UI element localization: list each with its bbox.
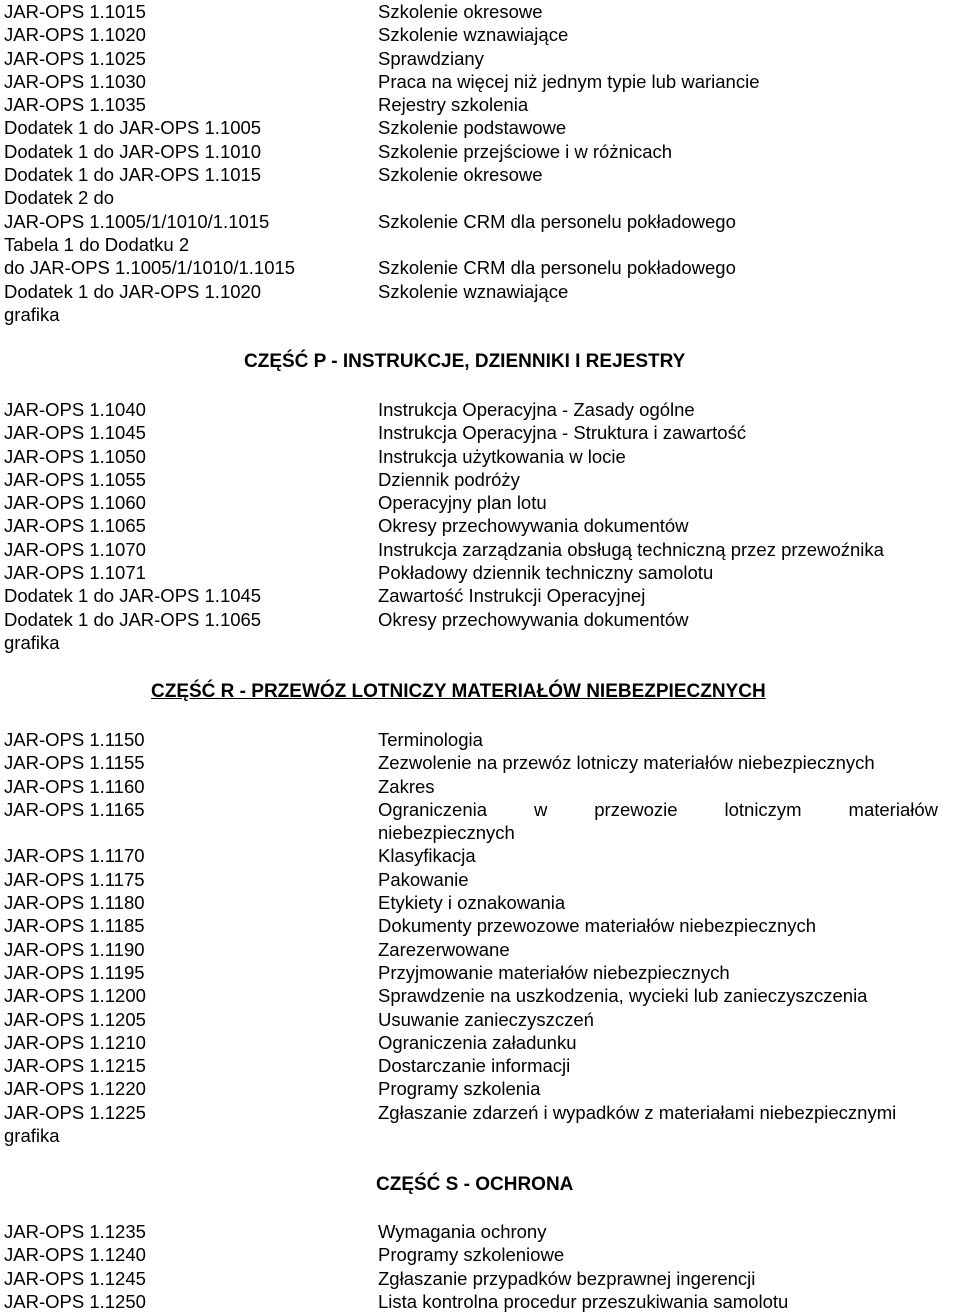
reference-title: Szkolenie wznawiające xyxy=(378,24,569,46)
reference-title: Usuwanie zanieczyszczeń xyxy=(378,1008,594,1030)
list-item xyxy=(0,728,960,751)
list-item xyxy=(0,233,960,256)
reference-title: Przyjmowanie materiałów niebezpiecznych xyxy=(378,961,730,983)
reference-code: Dodatek 1 do JAR-OPS 1.1020 xyxy=(4,280,262,302)
list-item xyxy=(0,23,960,46)
reference-code: JAR-OPS 1.1185 xyxy=(4,915,145,937)
reference-code: Dodatek 1 do JAR-OPS 1.1015 xyxy=(4,164,262,186)
list-item xyxy=(0,914,960,937)
reference-title: Instrukcja Operacyjna - Zasady ogólne xyxy=(378,399,695,420)
reference-title: Programy szkolenia xyxy=(378,1078,541,1100)
heading-part-s: CZĘŚĆ S - OCHRONA xyxy=(376,1174,574,1195)
reference-code: JAR-OPS 1.1190 xyxy=(4,938,145,960)
reference-code: Dodatek 2 do xyxy=(4,187,115,209)
reference-code: Dodatek 1 do JAR-OPS 1.1065 xyxy=(4,608,262,630)
section-training-list xyxy=(0,0,960,326)
list-item xyxy=(0,631,960,654)
reference-title: Szkolenie przejściowe i w różnicach xyxy=(378,140,673,162)
list-item xyxy=(0,1031,960,1054)
reference-title: Rejestry szkolenia xyxy=(378,94,529,116)
reference-code: JAR-OPS 1.1245 xyxy=(4,1267,146,1289)
reference-title: Szkolenie CRM dla personelu pokładowego xyxy=(378,210,736,232)
reference-code: JAR-OPS 1.1150 xyxy=(4,729,145,750)
reference-code: JAR-OPS 1.1030 xyxy=(4,70,146,92)
reference-code: JAR-OPS 1.1065 xyxy=(4,515,146,537)
list-item xyxy=(0,140,960,163)
reference-title: Zgłaszanie przypadków bezprawnej ingerencji xyxy=(378,1267,756,1289)
reference-title: Szkolenie wznawiające xyxy=(378,280,569,302)
list-item xyxy=(0,938,960,961)
reference-title: Sprawdzenie na uszkodzenia, wycieki lub zanieczyszczenia xyxy=(378,985,868,1007)
list-item xyxy=(0,608,960,631)
heading-part-r: CZĘŚĆ R - PRZEWÓZ LOTNICZY MATERIAŁÓW NIEBEZPIECZNYCH xyxy=(151,681,766,702)
reference-code: JAR-OPS 1.1025 xyxy=(4,47,146,69)
reference-code: JAR-OPS 1.1225 xyxy=(4,1101,146,1123)
reference-code: JAR-OPS 1.1250 xyxy=(4,1290,146,1312)
reference-title: Zarezerwowane xyxy=(378,938,510,960)
reference-code: JAR-OPS 1.1071 xyxy=(4,562,146,584)
list-item xyxy=(0,93,960,116)
reference-title: Szkolenie CRM dla personelu pokładowego xyxy=(378,257,736,279)
reference-title: Dostarczanie informacji xyxy=(378,1055,571,1077)
reference-title: Praca na więcej niż jednym typie lub wariancie xyxy=(378,70,760,92)
list-item xyxy=(0,1267,960,1290)
reference-code: JAR-OPS 1.1055 xyxy=(4,468,146,490)
reference-code: JAR-OPS 1.1050 xyxy=(4,445,146,467)
reference-code: JAR-OPS 1.1070 xyxy=(4,538,146,560)
reference-code: JAR-OPS 1.1035 xyxy=(4,94,146,116)
reference-code: JAR-OPS 1.1160 xyxy=(4,775,145,797)
list-item xyxy=(0,445,960,468)
list-item xyxy=(0,584,960,607)
reference-title: Pokładowy dziennik techniczny samolotu xyxy=(378,562,714,584)
reference-code: JAR-OPS 1.1220 xyxy=(4,1078,146,1100)
reference-code: JAR-OPS 1.1205 xyxy=(4,1008,146,1030)
list-item xyxy=(0,891,960,914)
reference-title: Wymagania ochrony xyxy=(378,1221,547,1242)
section-part-s-list xyxy=(0,1220,960,1313)
list-item xyxy=(0,116,960,139)
reference-title: Szkolenie okresowe xyxy=(378,164,543,186)
reference-code: JAR-OPS 1.1235 xyxy=(4,1221,146,1242)
heading-part-p: CZĘŚĆ P - INSTRUKCJE, DZIENNIKI I REJESTRY xyxy=(244,351,686,372)
list-item xyxy=(0,1124,960,1147)
reference-title: Zawartość Instrukcji Operacyjnej xyxy=(378,585,646,607)
reference-title: Instrukcja użytkowania w locie xyxy=(378,445,626,467)
list-item xyxy=(0,491,960,514)
list-item xyxy=(0,468,960,491)
list-item xyxy=(0,1101,960,1124)
reference-code: JAR-OPS 1.1015 xyxy=(4,1,146,22)
reference-title: Ograniczenia w przewozie lotniczym materiałów niebezpiecznych xyxy=(378,798,938,844)
reference-title: Zakres xyxy=(378,775,435,797)
reference-title: Programy szkoleniowe xyxy=(378,1244,565,1266)
reference-title: Lista kontrolna procedur przeszukiwania samolotu xyxy=(378,1290,789,1312)
reference-code: JAR-OPS 1.1195 xyxy=(4,961,145,983)
reference-title: Zgłaszanie zdarzeń i wypadków z materiałami niebezpiecznymi xyxy=(378,1101,897,1123)
reference-code: JAR-OPS 1.1175 xyxy=(4,868,145,890)
reference-code: JAR-OPS 1.1060 xyxy=(4,492,146,514)
reference-code: JAR-OPS 1.1040 xyxy=(4,399,146,420)
list-item xyxy=(0,984,960,1007)
reference-title: Zezwolenie na przewóz lotniczy materiałów niebezpiecznych xyxy=(378,752,875,774)
reference-code: Tabela 1 do Dodatku 2 xyxy=(4,233,190,255)
reference-title: Szkolenie podstawowe xyxy=(378,117,567,139)
reference-code: JAR-OPS 1.1215 xyxy=(4,1055,146,1077)
reference-title xyxy=(378,303,938,326)
reference-code: Dodatek 1 do JAR-OPS 1.1010 xyxy=(4,140,262,162)
list-item xyxy=(0,398,960,421)
list-item xyxy=(0,280,960,303)
reference-title: Okresy przechowywania dokumentów xyxy=(378,515,689,537)
reference-title: Terminologia xyxy=(378,729,483,750)
list-item xyxy=(0,798,960,845)
reference-title: Dokumenty przewozowe materiałów niebezpiecznych xyxy=(378,915,817,937)
list-item xyxy=(0,961,960,984)
list-item xyxy=(0,561,960,584)
reference-code: JAR-OPS 1.1165 xyxy=(4,798,145,820)
list-item xyxy=(0,1220,960,1243)
reference-title: Instrukcja zarządzania obsługą techniczną przez przewoźnika xyxy=(378,538,884,560)
list-item xyxy=(0,210,960,233)
reference-code: JAR-OPS 1.1240 xyxy=(4,1244,146,1266)
reference-title: Etykiety i oznakowania xyxy=(378,892,566,914)
reference-code: JAR-OPS 1.1170 xyxy=(4,845,145,867)
reference-title: Dziennik podróży xyxy=(378,468,520,490)
reference-title: Klasyfikacja xyxy=(378,845,476,867)
reference-title: Sprawdziany xyxy=(378,47,484,69)
reference-code: grafika xyxy=(4,631,60,653)
list-item xyxy=(0,868,960,891)
list-item xyxy=(0,1054,960,1077)
reference-title xyxy=(378,186,938,209)
reference-title: Szkolenie okresowe xyxy=(378,1,543,22)
reference-title: Ograniczenia załadunku xyxy=(378,1031,577,1053)
reference-code: JAR-OPS 1.1180 xyxy=(4,892,145,914)
reference-code: Dodatek 1 do JAR-OPS 1.1045 xyxy=(4,585,262,607)
list-item xyxy=(0,1077,960,1100)
list-item xyxy=(0,844,960,867)
reference-title: Pakowanie xyxy=(378,868,469,890)
list-item xyxy=(0,751,960,774)
section-part-p-list xyxy=(0,398,960,654)
list-item xyxy=(0,163,960,186)
list-item xyxy=(0,1008,960,1031)
list-item xyxy=(0,47,960,70)
list-item xyxy=(0,0,960,23)
list-item xyxy=(0,303,960,326)
reference-title xyxy=(378,233,938,256)
list-item xyxy=(0,256,960,279)
reference-code: Dodatek 1 do JAR-OPS 1.1005 xyxy=(4,117,262,139)
reference-code: JAR-OPS 1.1045 xyxy=(4,422,146,444)
list-item xyxy=(0,186,960,209)
reference-title xyxy=(378,1124,938,1147)
list-item xyxy=(0,1243,960,1266)
reference-code: JAR-OPS 1.1210 xyxy=(4,1031,146,1053)
reference-title: Okresy przechowywania dokumentów xyxy=(378,608,689,630)
reference-title: Instrukcja Operacyjna - Struktura i zawartość xyxy=(378,422,747,444)
reference-title xyxy=(378,631,938,654)
list-item xyxy=(0,421,960,444)
list-item xyxy=(0,70,960,93)
reference-code: do JAR-OPS 1.1005/1/1010/1.1015 xyxy=(4,257,296,279)
section-part-r-list xyxy=(0,728,960,1147)
reference-code: JAR-OPS 1.1005/1/1010/1.1015 xyxy=(4,210,270,232)
reference-title: Operacyjny plan lotu xyxy=(378,492,547,514)
list-item xyxy=(0,538,960,561)
reference-code: grafika xyxy=(4,1125,60,1147)
reference-code: JAR-OPS 1.1020 xyxy=(4,24,146,46)
list-item xyxy=(0,1290,960,1313)
list-item xyxy=(0,514,960,537)
reference-code: grafika xyxy=(4,303,60,325)
list-item xyxy=(0,775,960,798)
reference-code: JAR-OPS 1.1200 xyxy=(4,985,146,1007)
reference-code: JAR-OPS 1.1155 xyxy=(4,752,145,774)
